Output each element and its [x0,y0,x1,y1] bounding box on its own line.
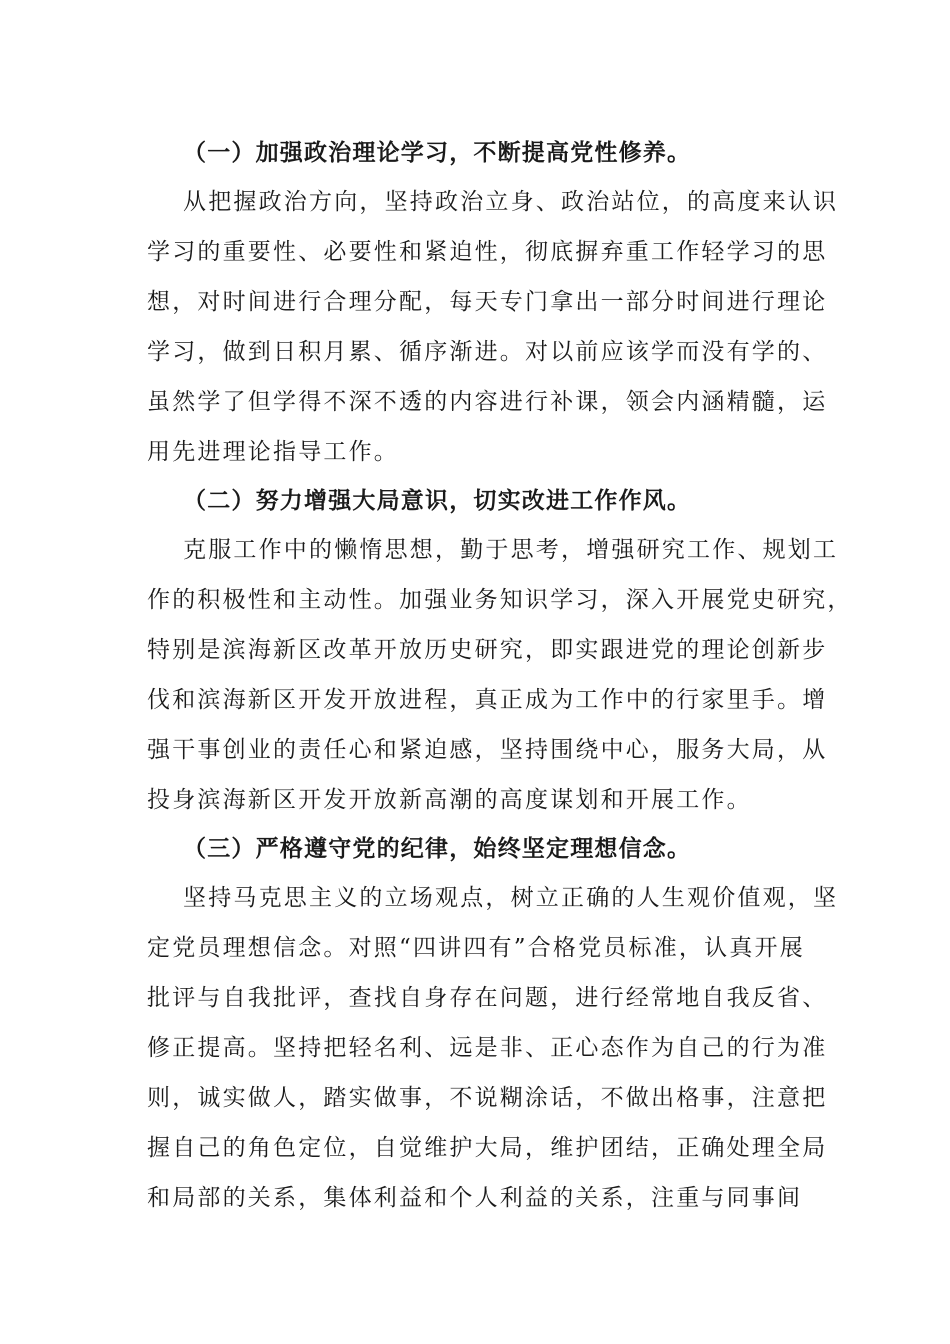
paragraph-line: 从把握政治方向，坚持政治立身、政治站位，的高度来认识 [183,189,839,215]
paragraph-line: 投身滨海新区开发开放新高潮的高度谋划和开展工作。 [147,787,752,813]
paragraph-line: 和局部的关系，集体利益和个人利益的关系，注重与同事间 [147,1185,803,1211]
paragraph-line: 想，对时间进行合理分配，每天专门拿出一部分时间进行理论 [147,289,828,315]
paragraph-line: 克服工作中的懒惰思想，勤于思考，增强研究工作、规划工 [183,537,839,563]
paragraph-line: 握自己的角色定位，自觉维护大局，维护团结，正确处理全局 [147,1135,828,1161]
paragraph-line: 学习，做到日积月累、循序渐进。对以前应该学而没有学的、 [147,339,828,365]
paragraph-line: 强干事创业的责任心和紧迫感，坚持围绕中心，服务大局，从 [147,737,828,763]
paragraph-line: 用先进理论指导工作。 [147,439,399,465]
paragraph-line: 特别是滨海新区改革开放历史研究，即实跟进党的理论创新步 [147,637,828,663]
paragraph-line: 作的积极性和主动性。加强业务知识学习，深入开展党史研究， [147,587,853,613]
paragraph-line: 修正提高。坚持把轻名利、远是非、正心态作为自己的行为准 [147,1035,828,1061]
paragraph-line: 学习的重要性、必要性和紧迫性，彻底摒弃重工作轻学习的思 [147,239,828,265]
section-2-heading: （二）努力增强大局意识，切实改进工作作风。 [183,488,692,514]
section-3-heading: （三）严格遵守党的纪律，始终坚定理想信念。 [183,836,692,862]
paragraph-line: 批评与自我批评，查找自身存在问题，进行经常地自我反省、 [147,985,828,1011]
paragraph-line: 则，诚实做人，踏实做事，不说糊涂话，不做出格事，注意把 [147,1085,828,1111]
paragraph-line: 伐和滨海新区开发开放进程，真正成为工作中的行家里手。增 [147,687,828,713]
paragraph-line: 虽然学了但学得不深不透的内容进行补课，领会内涵精髓，运 [147,389,828,415]
paragraph-line: 定党员理想信念。对照“四讲四有”合格党员标准，认真开展 [147,935,805,961]
section-1-heading: （一）加强政治理论学习，不断提高党性修养。 [183,140,692,166]
paragraph-line: 坚持马克思主义的立场观点，树立正确的人生观价值观，坚 [183,885,839,911]
